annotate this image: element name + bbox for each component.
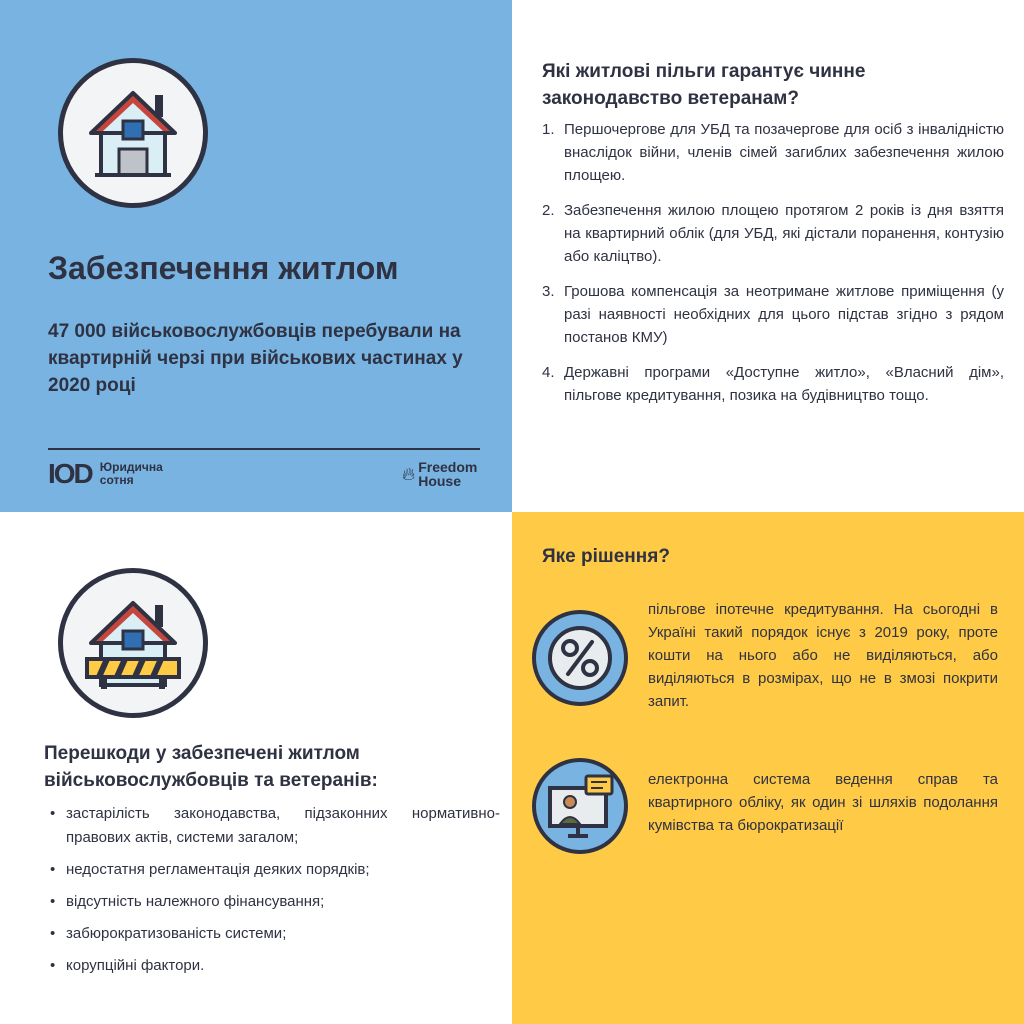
item-text: забюрократизованість системи; [66,925,287,942]
item-number: 2. [542,202,555,219]
item-text: корупційні фактори. [66,957,205,974]
item-text: Грошова компенсація за неотримане житлове приміщення (у разі наявності необхідних для цього підстав згідно з рядом постанов КМУ) [564,283,1004,346]
bullet-icon: • [50,957,56,974]
logo-line1: Юридична [99,460,163,474]
solution-heading: Яке рішення? [542,546,670,567]
bullet-icon: • [50,805,56,822]
item-text: відсутність належного фінансування; [66,893,325,910]
item-text: Державні програми «Доступне житло», «Власний дім», пільгове кредитування, позика на будівництво тощо. [564,364,1004,404]
list-item [50,858,500,882]
logo-line1: Freedom [418,459,478,475]
page-title: Забезпечення житлом [48,250,399,286]
obstacles-panel [0,512,512,1024]
housing-panel [0,0,512,512]
benefits-panel [512,0,1024,512]
logo-mark: IOD [48,458,92,489]
bullet-icon: • [50,893,56,910]
list-item [50,890,500,914]
logo-text [100,461,163,487]
list-item [542,361,1004,407]
benefits-list [542,118,1004,419]
list-item [542,199,1004,268]
item-number: 1. [542,121,555,138]
solution-text: пільгове іпотечне кредитування. На сьогодні в Україні такий порядок існує з 2019 року, проте кошти на нього або не виділяються, або виділяються в розмірах, що не в змозі покрити запит. [648,601,998,710]
logo-line2: сотня [99,473,134,487]
item-number: 4. [542,364,555,381]
obstacles-list [50,802,500,986]
solution-text: електронна система ведення справ та квартирного обліку, як один зі шляхів подолання кумівства та бюрократизації [648,771,998,834]
list-item [542,280,1004,349]
bullet-icon: • [50,925,56,942]
divider [48,448,480,450]
list-item [50,922,500,946]
freedom-house-logo [402,460,477,488]
benefits-heading: Які житлові пільги гарантує чинне законодавство ветеранам? [542,61,866,109]
yurydychna-sotnia-logo [48,458,163,490]
list-item [542,118,1004,187]
solution-panel [512,512,1024,1024]
obstacles-heading: Перешкоди у забезпечені житлом військовослужбовців та ветеранів: [44,743,378,791]
house-icon [58,58,208,208]
item-text: застарілість законодавства, підзаконних нормативно-правових актів, системи загалом; [66,805,500,846]
item-text: Забезпечення жилою площею протягом 2 років із дня взяття на квартирний облік (для УБД, які дістали поранення, контузію або каліцтво). [564,202,1004,265]
monitor-chat-icon [532,758,628,854]
logo-line2: House [418,473,462,489]
torch-icon: 🔥︎ [402,463,416,484]
house-barrier-icon [58,568,208,718]
item-text: Першочергове для УБД та позачергове для осіб з інвалідністю внаслідок війни, членів сімей загиблих забезпечення жилою площею. [564,121,1004,184]
list-item [50,802,500,850]
logo-text [418,460,477,488]
item-number: 3. [542,283,555,300]
list-item [50,954,500,978]
percent-icon [532,610,628,706]
bullet-icon: • [50,861,56,878]
item-text: недостатня регламентація деяких порядків; [66,861,370,878]
statistic-text: 47 000 військовослужбовців перебували на квартирній черзі при військових частинах у 2020 році [48,321,463,396]
